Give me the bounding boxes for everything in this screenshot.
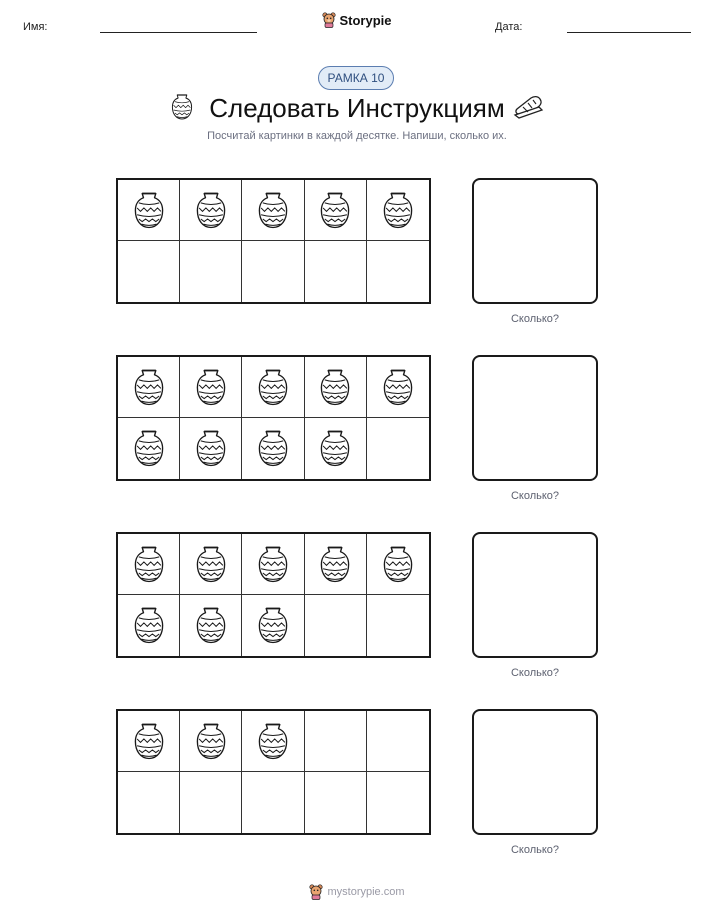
frame-cell — [242, 595, 304, 656]
frame-cell — [180, 595, 242, 656]
brand — [0, 12, 714, 33]
vase-icon — [194, 605, 228, 646]
ten-frame-4 — [116, 709, 431, 835]
frame-cell — [367, 711, 429, 772]
frame-cell — [118, 772, 180, 833]
vase-icon — [381, 190, 415, 231]
vase-icon — [381, 367, 415, 408]
frame-cell — [305, 180, 367, 241]
answer-box-2[interactable] — [472, 355, 598, 481]
frame-cell — [180, 711, 242, 772]
vase-icon — [381, 544, 415, 585]
vase-icon — [194, 190, 228, 231]
frame-cell — [118, 595, 180, 656]
frame-cell — [305, 595, 367, 656]
frame-cell — [118, 711, 180, 772]
answer-box-3[interactable] — [472, 532, 598, 658]
how-many-label-4: Сколько? — [510, 844, 560, 856]
vase-icon — [132, 721, 166, 762]
how-many-label-2: Сколько? — [510, 490, 560, 502]
date-label: Дата: — [495, 21, 523, 33]
frame-cell — [118, 418, 180, 479]
answer-box-4[interactable] — [472, 709, 598, 835]
frame-cell — [180, 357, 242, 418]
vase-icon — [132, 605, 166, 646]
frame-cell — [305, 534, 367, 595]
frame-cell — [118, 241, 180, 302]
vase-icon — [256, 190, 290, 231]
frame-cell — [367, 357, 429, 418]
frame-cell — [367, 772, 429, 833]
date-line[interactable] — [567, 32, 691, 33]
frame-cell — [367, 595, 429, 656]
vase-icon — [256, 605, 290, 646]
frame-cell — [242, 711, 304, 772]
vase-icon — [318, 428, 352, 469]
ten-frame-3 — [116, 532, 431, 658]
footer — [0, 884, 714, 905]
vase-icon — [132, 190, 166, 231]
frame-cell — [305, 241, 367, 302]
frame-cell — [118, 534, 180, 595]
frame-cell — [118, 180, 180, 241]
sandal-icon — [513, 92, 545, 125]
frame-cell — [242, 180, 304, 241]
vase-icon — [318, 190, 352, 231]
frame-cell — [305, 357, 367, 418]
frame-cell — [242, 418, 304, 479]
frame-cell — [180, 772, 242, 833]
vase-icon — [318, 367, 352, 408]
vase-icon — [318, 544, 352, 585]
frame-cell — [367, 534, 429, 595]
bear-mascot-icon — [322, 12, 336, 28]
frame-cell — [367, 241, 429, 302]
ten-frame-2 — [116, 355, 431, 481]
vase-icon — [194, 544, 228, 585]
brand-name: Storypie — [339, 12, 392, 28]
frame-cell — [118, 357, 180, 418]
vase-icon — [132, 367, 166, 408]
frame-cell — [180, 241, 242, 302]
frame-cell — [180, 418, 242, 479]
page-title: Следовать Инструкциям — [209, 93, 505, 123]
vase-icon — [256, 428, 290, 469]
frame-cell — [180, 534, 242, 595]
frame-cell — [367, 180, 429, 241]
vase-icon — [132, 428, 166, 469]
instructions: Посчитай картинки в каждой десятке. Напиши, сколько их. — [207, 130, 507, 142]
frame-cell — [242, 241, 304, 302]
frame-cell — [242, 772, 304, 833]
name-label: Имя: — [23, 21, 48, 33]
frame-cell — [305, 418, 367, 479]
frame-cell — [180, 180, 242, 241]
vase-icon — [256, 367, 290, 408]
vase-icon — [256, 721, 290, 762]
vase-icon — [194, 367, 228, 408]
frame-badge: РАМКА 10 — [318, 66, 394, 90]
frame-cell — [367, 418, 429, 479]
how-many-label-1: Сколько? — [510, 313, 560, 325]
bear-mascot-icon — [309, 884, 323, 900]
frame-cell — [242, 534, 304, 595]
footer-site[interactable]: mystorypie.com — [327, 886, 405, 898]
how-many-label-3: Сколько? — [510, 667, 560, 679]
answer-box-1[interactable] — [472, 178, 598, 304]
vase-icon — [194, 721, 228, 762]
vase-icon — [194, 428, 228, 469]
ten-frame-1 — [116, 178, 431, 304]
vase-icon — [132, 544, 166, 585]
frame-cell — [305, 711, 367, 772]
frame-cell — [242, 357, 304, 418]
frame-cell — [305, 772, 367, 833]
vase-icon — [256, 544, 290, 585]
